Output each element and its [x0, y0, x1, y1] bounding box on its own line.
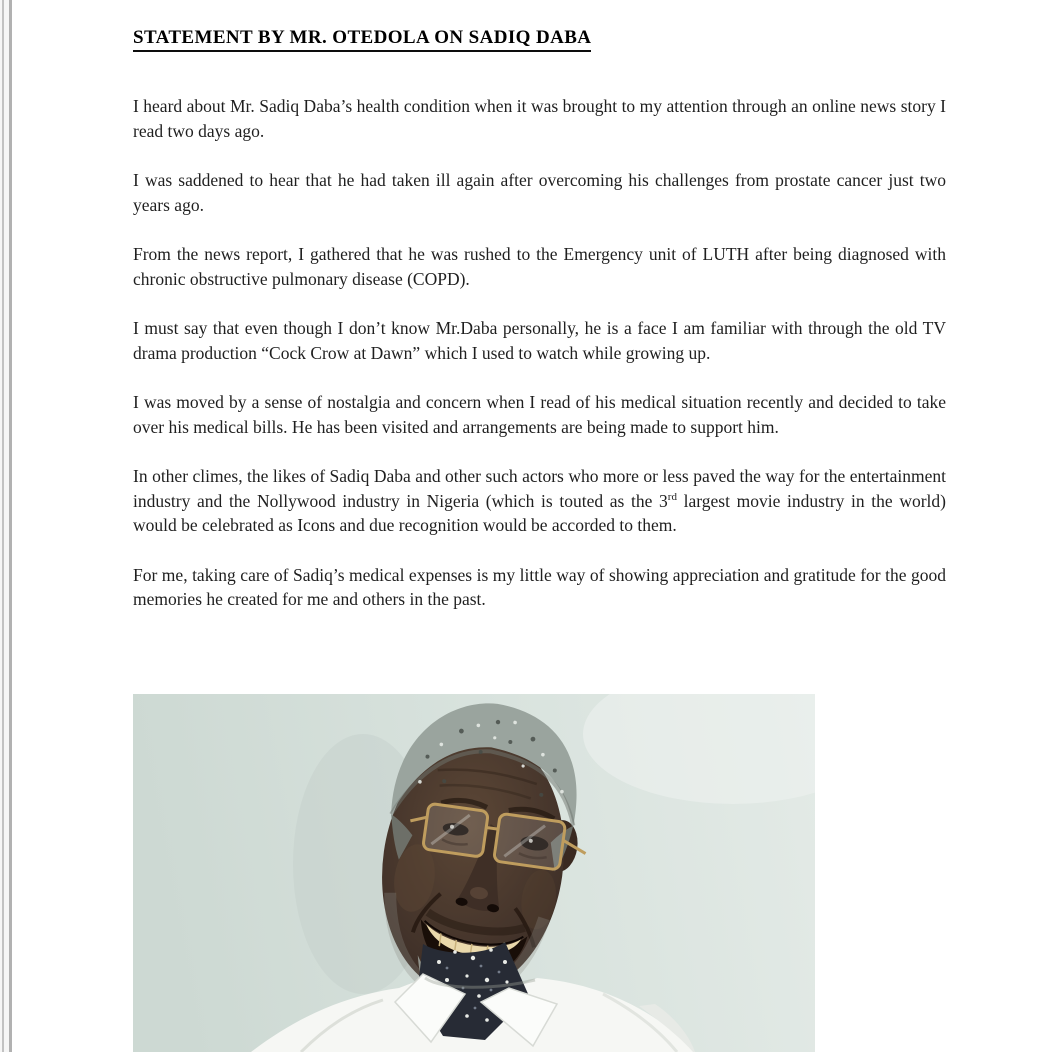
portrait-photo-illustration [133, 694, 815, 1052]
page-title [133, 27, 946, 49]
document-content [133, 27, 946, 637]
page-gutter-line [2, 0, 4, 1052]
paragraph-4: I must say that even though I don’t know Mr.Daba personally, he is a face I am familiar with through the old TV drama production “Cock Crow at Dawn” which I used to watch while growing up. [133, 318, 946, 363]
portrait-photo [133, 694, 815, 1052]
paragraph-3: From the news report, I gathered that he was rushed to the Emergency unit of LUTH after being diagnosed with chronic obstructive pulmonary disease (COPD). [133, 244, 946, 289]
paragraph-6-text: In other climes, the likes of Sadiq Daba and other such actors who more or less paved the way for the entertainment industry and the Nollywood industry in Nigeria (which is touted as the 3 [133, 466, 946, 511]
ordinal-superscript: rd [667, 490, 677, 503]
paragraph-6 [133, 464, 946, 538]
paragraph-6-text-cont: largest movie industry in the world) would be celebrated as Icons and due recognition would be accorded to them. [133, 490, 946, 535]
paragraph-1: I heard about Mr. Sadiq Daba’s health condition when it was brought to my attention through an online news story I read two days ago. [133, 96, 946, 141]
paragraph-5: I was moved by a sense of nostalgia and concern when I read of his medical situation recently and decided to take over his medical bills. He has been visited and arrangements are being made to support him. [133, 392, 946, 437]
paragraph-7: For me, taking care of Sadiq’s medical expenses is my little way of showing appreciation and gratitude for the good memories he created for me and others in the past. [133, 564, 946, 609]
paragraph-2: I was saddened to hear that he had taken ill again after overcoming his challenges from prostate cancer just two years ago. [133, 170, 946, 215]
page-edge-line [9, 0, 12, 1052]
page-title-text: STATEMENT BY MR. OTEDOLA ON SADIQ DABA [133, 27, 591, 52]
